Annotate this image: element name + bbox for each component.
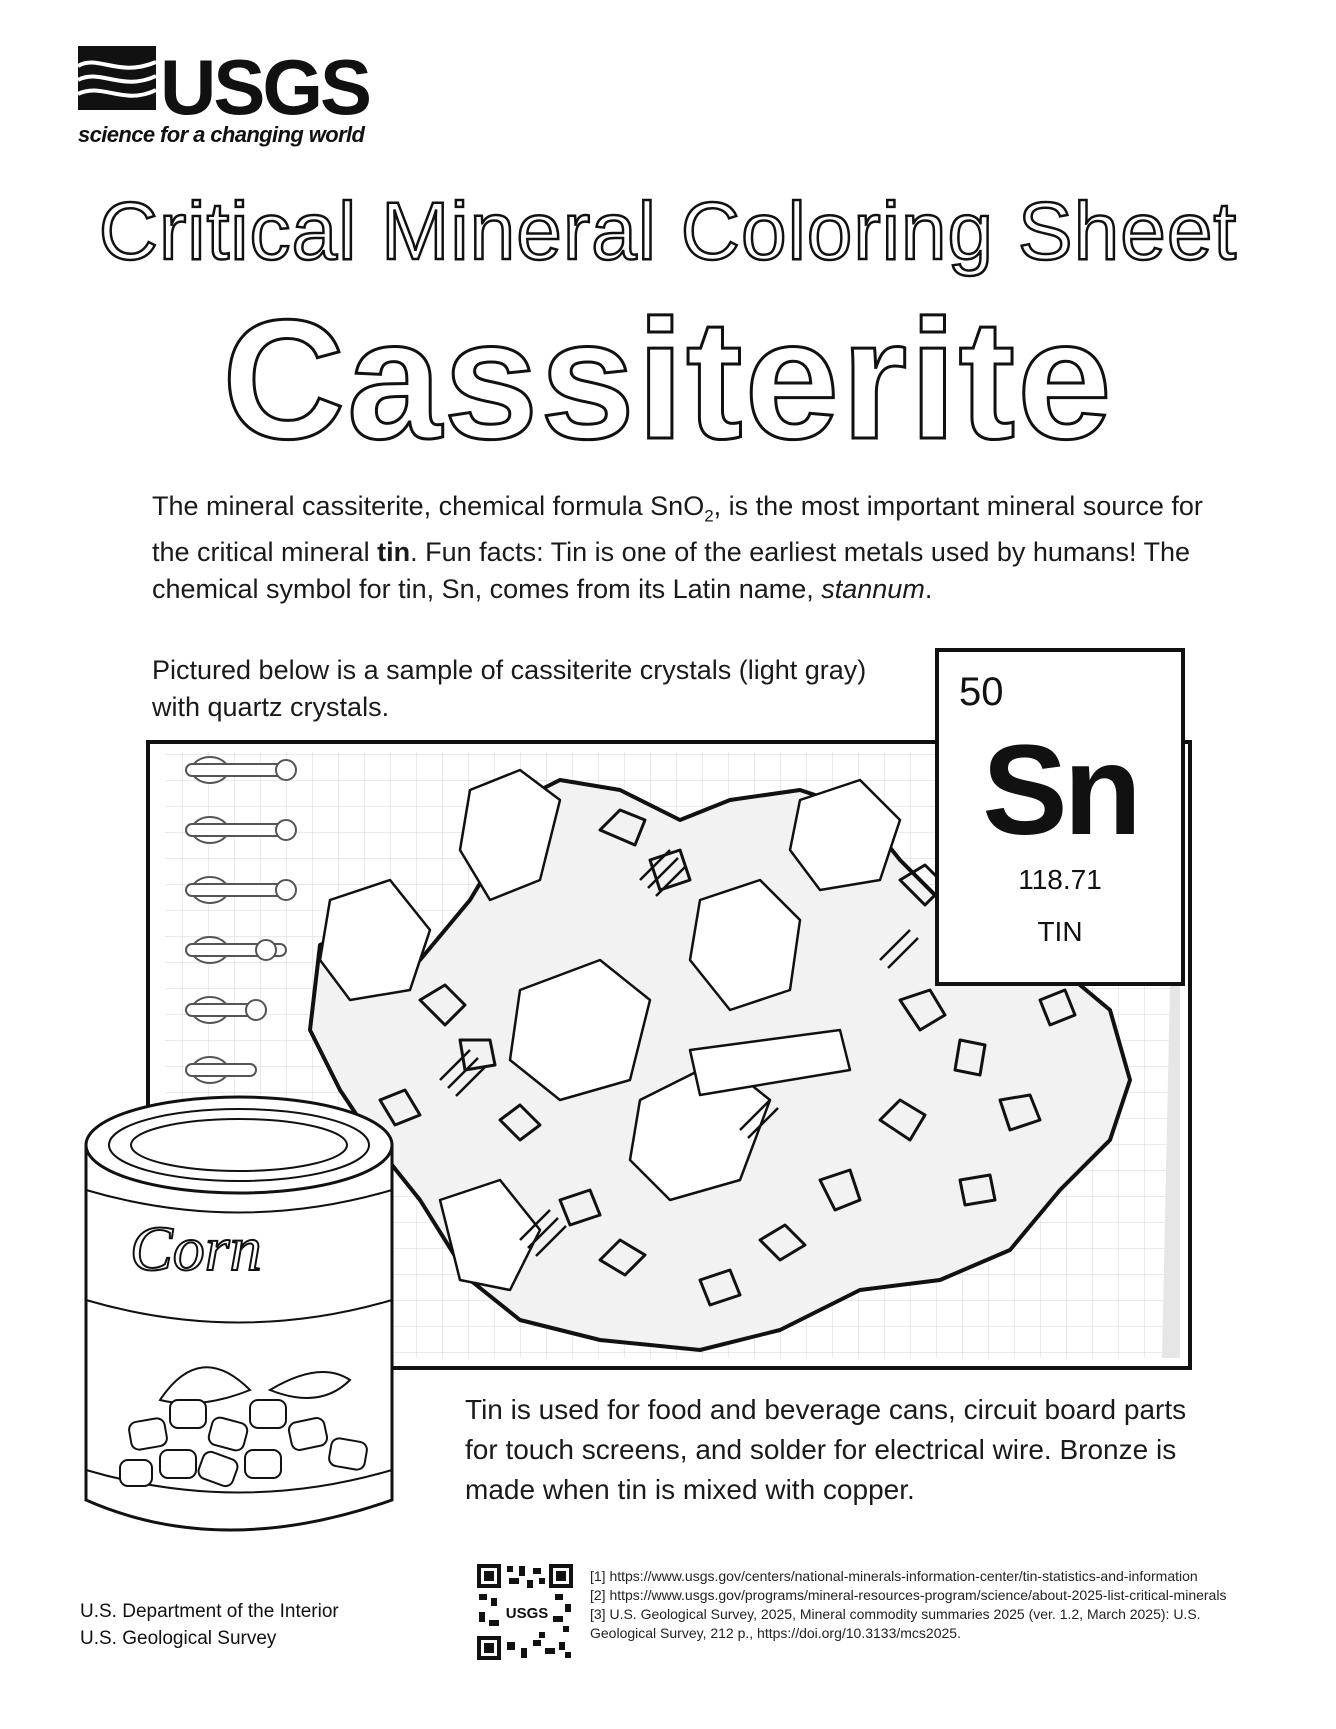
mineral-name: Cassiterite	[222, 285, 1114, 475]
page-title: Critical Mineral Coloring Sheet	[98, 186, 1238, 277]
intro-italic-stannum: stannum	[821, 574, 925, 605]
intro-text-3: . Fun facts: Tin is one of the earliest metals used by humans! The chemical symbol for tin, Sn, comes from its Latin name,	[152, 537, 1190, 605]
element-name: TIN	[1037, 916, 1083, 947]
intro-bold-tin: tin	[377, 537, 411, 568]
reference-1[interactable]: [1] https://www.usgs.gov/centers/national-minerals-information-center/tin-statistics-and-information	[590, 1568, 1198, 1584]
pictured-caption: Pictured below is a sample of cassiterite crystals (light gray) with quartz crystals.	[152, 655, 867, 722]
corn-can	[86, 1097, 392, 1530]
qr-code[interactable]	[475, 1562, 575, 1662]
usgs-tagline: science for a changing world	[78, 122, 365, 147]
intro-text-4: .	[924, 574, 933, 605]
atomic-number: 50	[959, 670, 1004, 714]
reference-2[interactable]: [2] https://www.usgs.gov/programs/mineral-resources-program/science/about-2025-list-critical-minerals	[590, 1587, 1227, 1603]
intro-text-1: The mineral cassiterite, chemical formula SnO	[152, 491, 705, 521]
references-list	[590, 1567, 1250, 1643]
intro-text-2: , is the most important mineral source for the critical mineral	[152, 491, 1203, 568]
uses-paragraph: Tin is used for food and beverage cans, circuit board parts for touch screens, and solder for electrical wire. Bronze is made when tin is mixed with copper.	[465, 1394, 1187, 1505]
usgs-wordmark: USGS	[160, 43, 370, 131]
footer-department	[80, 1598, 339, 1652]
reference-3[interactable]: [3] U.S. Geological Survey, 2025, Mineral commodity summaries 2025 (ver. 1.2, March 2025): U.S. Geological Survey, 212 p., https://doi.org/10.3133/mcs2025.	[590, 1606, 1201, 1641]
qr-usgs-label: USGS	[505, 1605, 549, 1622]
element-tile	[935, 648, 1185, 986]
department-name: U.S. Department of the Interior	[80, 1601, 339, 1622]
formula-subscript: 2	[704, 506, 714, 526]
atomic-mass: 118.71	[1018, 864, 1102, 895]
element-symbol: Sn	[982, 719, 1138, 862]
survey-name: U.S. Geological Survey	[80, 1628, 277, 1649]
can-label: Corn	[130, 1213, 262, 1284]
